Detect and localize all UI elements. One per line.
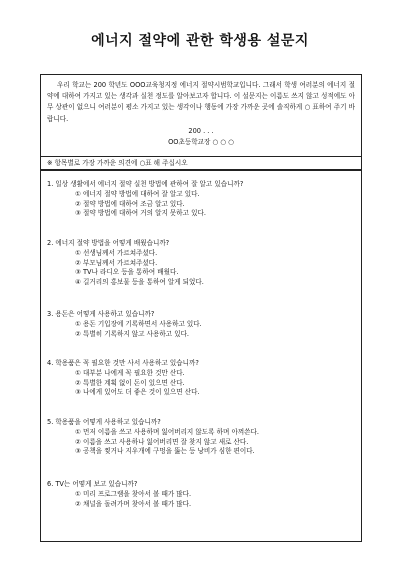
question-text: 1. 일상 생활에서 에너지 절약 실천 방법에 관하여 잘 알고 있습니까?	[47, 180, 244, 188]
option[interactable]: ① 선생님께서 가르쳐주셨다.	[75, 249, 158, 257]
option[interactable]: ③ TV나 라디오 등을 통하여 배웠다.	[75, 268, 179, 277]
option[interactable]: ③ 나에게 있어도 더 좋은 것이 있으면 산다.	[75, 388, 200, 397]
option[interactable]: ③ 절약 방법에 대하여 거의 알지 못하고 있다.	[75, 209, 206, 218]
intro-paragraph: 우리 학교는 200 학년도 OOO교육청지정 에너지 절약시범학교입니다. 그래서 학생 여러분의 에너지 절약에 대하여 가지고 있는 생각과 실천 정도를 알아보고자 합니다. 이 설문지는 이름도 쓰지 않고 성적에도 아무 상관이 없으니 여러분이 평소 가지고 있는 생각이나 행동에 가장 가까운 곳에 솔직하게 ○ 표하여 주기 바랍니다.	[47, 81, 355, 123]
option[interactable]: ④ 길거리의 홍보물 등을 통하여 알게 되었다.	[75, 277, 204, 286]
question-1	[47, 179, 357, 219]
question-text: 5. 학용품을 어떻게 사용하고 있습니까?	[47, 418, 161, 426]
intro-box	[40, 74, 362, 157]
option[interactable]: ① 용돈 기입장에 기록하면서 사용하고 있다.	[75, 320, 202, 328]
question-5	[47, 417, 357, 457]
intro-signer: OO초등학교장 ○ ○ ○	[168, 138, 234, 147]
instruction-note: ※ 항목별로 가장 가까운 의견에 ○표 해 주십시오	[40, 156, 362, 170]
option[interactable]: ① 대부분 나에게 꼭 필요한 것만 산다.	[75, 369, 185, 377]
option[interactable]: ② 채널을 돌려가며 찾아서 볼 때가 많다.	[75, 499, 192, 508]
question-text: 2. 에너지 절약 방법을 어떻게 배웠습니까?	[47, 239, 170, 247]
question-4	[47, 358, 357, 398]
question-text: 6. TV는 어떻게 보고 있습니까?	[47, 480, 138, 488]
question-6	[47, 479, 357, 509]
option[interactable]: ③ 공책을 찢거나 지우개에 구멍을 뚫는 등 낭비가 심한 편이다.	[75, 447, 255, 456]
option[interactable]: ② 특별한 계획 없이 돈이 있으면 산다.	[75, 378, 185, 387]
questions-box	[40, 170, 362, 542]
intro-date: 200 . . .	[188, 126, 214, 135]
option[interactable]: ① 먼저 이름을 쓰고 사용하며 잃어버리지 않도록 하며 아껴쓴다.	[75, 428, 260, 436]
option[interactable]: ② 이름을 쓰고 사용하나 잃어버리면 잘 찾지 않고 새로 산다.	[75, 437, 249, 446]
option[interactable]: ① 에너지 절약 방법에 대하여 잘 알고 있다.	[75, 190, 200, 198]
option[interactable]: ② 특별히 기록하지 않고 사용하고 있다.	[75, 329, 190, 338]
question-3	[47, 309, 357, 339]
question-text: 3. 용돈은 어떻게 사용하고 있습니까?	[47, 310, 155, 318]
option[interactable]: ① 미리 프로그램을 찾아서 볼 때가 많다.	[75, 490, 192, 498]
page-title: 에너지 절약에 관한 학생용 설문지	[91, 33, 309, 49]
option[interactable]: ② 부모님께서 가르쳐주셨다.	[75, 258, 158, 267]
question-2	[47, 238, 357, 287]
question-text: 4. 학용품은 꼭 필요한 것만 사서 사용하고 있습니까?	[47, 359, 199, 367]
option[interactable]: ② 절약 방법에 대하여 조금 알고 있다.	[75, 199, 185, 208]
